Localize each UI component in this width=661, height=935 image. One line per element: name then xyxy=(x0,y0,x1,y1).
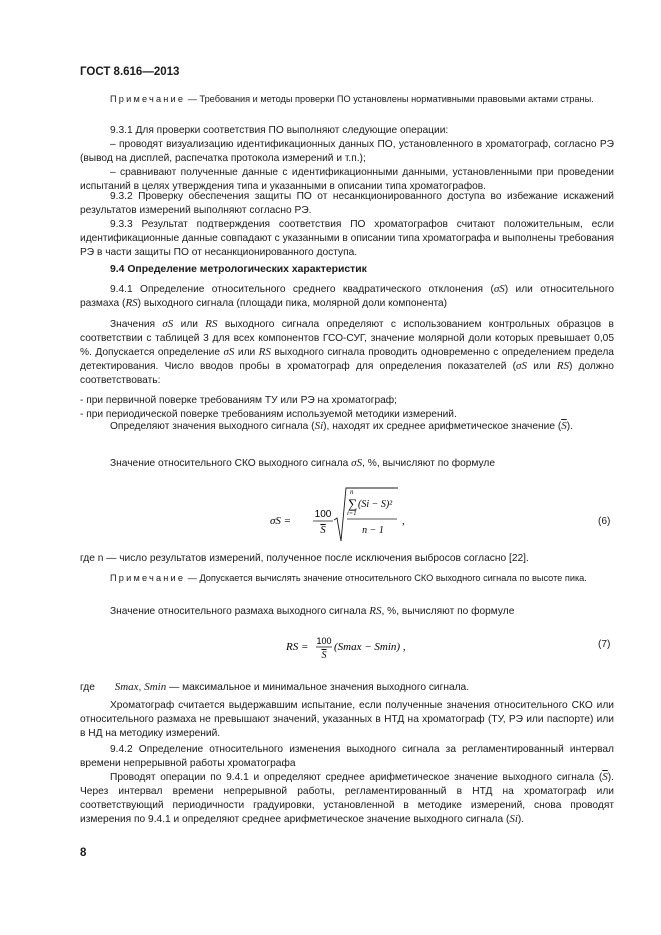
text-run: Значения xyxy=(110,319,156,330)
text-run: ) или относительного размаха ( xyxy=(80,284,614,309)
text-run: Значение относительного СКО выходного сигнала xyxy=(110,458,349,469)
paragraph-sko-intro xyxy=(80,457,614,471)
formula-lhs: RS = xyxy=(286,641,309,653)
formula-6 xyxy=(270,484,430,546)
paragraph-9-3-2: 9.3.2 Проверку обеспечения защиты ПО от несанкционированного доступа во избежание искажений результатов измерений выполняют согласно РЭ. xyxy=(80,191,614,216)
paragraph-9-3-3: 9.3.3 Результат подтверждения соответствия ПО хроматографов считают положительным, если идентификационные данные совпадают с указанными в описании типа хроматографа и выполнены требования РЭ в части защиты ПО от несанкционированного доступа. xyxy=(80,219,614,258)
paragraph-n-definition: где n — число результатов измерений, полученное после исключения выбросов согласно [22]. xyxy=(80,553,529,564)
note-label: Примечание xyxy=(110,94,186,104)
paragraph-where xyxy=(80,681,614,695)
note-text: — Допускается вычислять значение относительного СКО выходного сигнала по высоте пика. xyxy=(185,573,587,583)
text-run: Проводят операции по 9.4.1 и определяют среднее арифметическое значение выходного сигнала ( xyxy=(110,772,603,783)
formula-comma: , xyxy=(402,515,405,527)
text-run: или xyxy=(237,346,256,358)
sum-upper-limit: n xyxy=(350,488,354,496)
list-item: - при периодической поверке требованиям используемой методики измерений. xyxy=(80,408,457,420)
paragraph-9-4-2: 9.4.2 Определение относительного изменения выходного сигнала за регламентированный интервал времени непрерывной работы хроматографа xyxy=(80,744,614,769)
formula-7 xyxy=(286,630,426,662)
note-label: Примечание xyxy=(110,573,186,583)
formula-lhs: σS = xyxy=(270,515,292,527)
symbol-sigma-s: σS xyxy=(493,283,505,295)
equation-number-6: (6) xyxy=(598,516,611,527)
paragraph-intro: 9.3.1 Для проверки соответствия ПО выполняют следующие операции: xyxy=(110,125,449,136)
symbol-s-i: Si xyxy=(509,812,518,825)
sum-lower-limit: i=1 xyxy=(347,510,357,517)
text-run: ), находят их среднее арифметическое значение ( xyxy=(323,421,562,432)
text-run: где xyxy=(80,682,95,693)
text-run: ). Через интервал времени непрерывной работы, регламентированный в НТД на хроматограф или соответствующий периодичности градуировки, установленной в методике измерений, снова проводят измерения по 9.4.1 и определяют среднее арифметическое значение выходного сигнала ( xyxy=(80,772,614,825)
standard-header: ГОСТ 8.616—2013 xyxy=(80,66,180,78)
symbol-s-max: Smax xyxy=(114,681,139,693)
text-run: 9.4.1 Определение относительного среднего квадратического отклонения ( xyxy=(110,284,494,295)
text-run: Определяют значения выходного сигнала ( xyxy=(110,421,315,432)
symbol-sigma-s: σS xyxy=(223,345,235,358)
symbol-sigma-s: σS xyxy=(351,457,363,469)
symbol-sigma-s: σS xyxy=(516,359,527,372)
symbol-s-min: Smin xyxy=(144,681,167,693)
formula-coef-den: S xyxy=(321,650,327,661)
text-run: ) выходного сигнала (площади пика, молярной доли компонента) xyxy=(137,297,448,309)
paragraph-final xyxy=(80,771,614,827)
paragraph-pass-criterion: Хроматограф считается выдержавшим испытание, если полученные значения относительного СКО или относительного размаха не превышают значений, указанных в НТД на хроматограф (ТУ, РЭ или паспорте) или в НД на методику измерений. xyxy=(80,700,614,739)
symbol-s-i: Si xyxy=(314,420,324,432)
list-item: - при первичной поверке требованиям ТУ или РЭ на хроматограф; xyxy=(80,395,397,406)
list-item: – сравнивают полученные данные с идентификационными данными, установленными при проведении испытаний в целях утверждения типа и указанными в описании типа хроматографов. xyxy=(80,166,614,192)
formula-body: (Smax − Smin) , xyxy=(334,641,406,653)
formula-coef-den: S xyxy=(320,525,326,536)
text-run: — максимальное и минимальное значения выходного сигнала. xyxy=(169,682,470,693)
check-list xyxy=(80,394,614,422)
text-run: ). xyxy=(517,813,525,825)
text-run: , xyxy=(138,682,142,693)
text-run: , %, вычисляют по формуле xyxy=(362,458,496,469)
text-run: ). xyxy=(566,421,573,432)
text-run: или xyxy=(180,319,198,330)
symbol-r-s: RS xyxy=(556,359,569,372)
note-1 xyxy=(80,93,614,106)
sum-term: (Si − S)² xyxy=(358,499,393,510)
equation-number-7: (7) xyxy=(598,639,611,650)
note-2 xyxy=(80,572,614,585)
page-number: 8 xyxy=(80,847,87,859)
text-run: ) должно соответствовать: xyxy=(80,360,614,386)
paragraph-values xyxy=(80,318,614,388)
text-run: или xyxy=(533,360,551,372)
symbol-r-s: RS xyxy=(125,296,138,309)
paragraph-range-intro xyxy=(80,605,614,619)
text-run: Значение относительного размаха выходного сигнала xyxy=(110,606,367,617)
formula-den: n − 1 xyxy=(362,525,384,536)
symbol-r-s: RS xyxy=(205,318,218,330)
note-text: — Требования и методы проверки ПО установлены нормативными правовыми актами страны. xyxy=(185,94,594,104)
formula-coef-num: 100 xyxy=(316,636,332,646)
formula-coef-num: 100 xyxy=(314,509,332,520)
text-run: выходного сигнала определяют с использованием контрольных образцов в соответствии с таблицей 3 для всех компонентов ГСО-СУГ, значение молярной доли которых превышает 0,05 %. Допускается определение xyxy=(80,319,614,358)
symbol-r-s: RS xyxy=(258,345,271,358)
symbol-r-s: RS xyxy=(369,605,382,617)
sum-sign: ∑ xyxy=(348,496,358,511)
symbol-sigma-s: σS xyxy=(162,318,174,330)
symbol-s-bar: $\overline{S}$ xyxy=(561,420,567,432)
symbol-s-bar: $\overline{S}$ xyxy=(602,771,608,783)
text-run: , %, вычисляют по формуле xyxy=(381,606,515,617)
paragraph-9-4-1 xyxy=(80,283,614,311)
paragraph-mean xyxy=(80,420,614,434)
paragraph-9-3-1 xyxy=(80,124,614,194)
list-item: – проводят визуализацию идентификационных данных ПО, установленного в хроматограф, согласно РЭ (вывод на дисплей, распечатка протокола измерений и т.п.); xyxy=(80,138,614,164)
text-run: выходного сигнала проводить одновременно с определением предела детектирования. Число вводов пробы в хроматограф для определения показателей ( xyxy=(80,346,614,372)
section-heading-9-4: 9.4 Определение метрологических характеристик xyxy=(110,264,367,275)
